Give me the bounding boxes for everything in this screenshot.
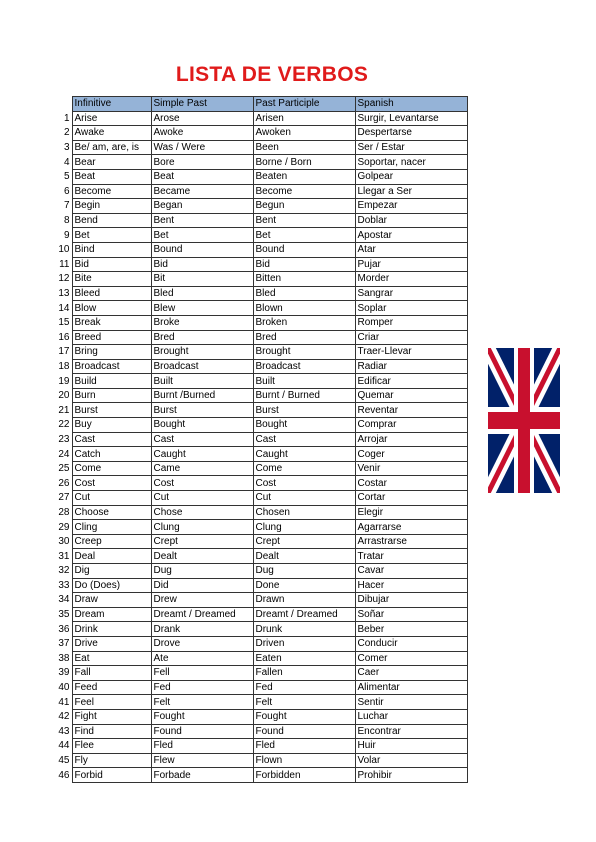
cell-infinitive: Bet [72, 228, 151, 243]
cell-spanish: Llegar a Ser [355, 184, 467, 199]
cell-spanish: Soñar [355, 607, 467, 622]
cell-past-participle: Done [253, 578, 355, 593]
cell-past-participle: Drunk [253, 622, 355, 637]
cell-infinitive: Cost [72, 476, 151, 491]
cell-spanish: Elegir [355, 505, 467, 520]
table-row [48, 403, 467, 418]
cell-simple-past: Broadcast [151, 359, 253, 374]
table-row [48, 549, 467, 564]
table-row [48, 359, 467, 374]
table-row [48, 709, 467, 724]
table-row [48, 418, 467, 433]
row-number: 28 [58, 506, 70, 518]
row-number: 36 [58, 623, 70, 635]
cell-infinitive: Forbid [72, 768, 151, 783]
cell-past-participle: Forbidden [253, 768, 355, 783]
table-row [48, 491, 467, 506]
cell-infinitive: Cast [72, 432, 151, 447]
cell-infinitive: Blow [72, 301, 151, 316]
row-number: 30 [58, 536, 70, 548]
cell-spanish: Tratar [355, 549, 467, 564]
row-number: 19 [58, 375, 70, 387]
cell-infinitive: Bend [72, 213, 151, 228]
table-row [48, 272, 467, 287]
cell-past-participle: Dreamt / Dreamed [253, 607, 355, 622]
cell-simple-past: Drove [151, 636, 253, 651]
cell-past-participle: Broadcast [253, 359, 355, 374]
table-row [48, 126, 467, 141]
cell-simple-past: Forbade [151, 768, 253, 783]
row-number: 16 [58, 331, 70, 343]
cell-spanish: Arrojar [355, 432, 467, 447]
table-row [48, 242, 467, 257]
cell-infinitive: Fight [72, 709, 151, 724]
cell-simple-past: Burnt /Burned [151, 388, 253, 403]
row-number: 26 [58, 477, 70, 489]
cell-infinitive: Fly [72, 753, 151, 768]
row-number: 10 [58, 244, 70, 256]
cell-simple-past: Built [151, 374, 253, 389]
cell-simple-past: Burst [151, 403, 253, 418]
table-row [48, 695, 467, 710]
cell-simple-past: Bought [151, 418, 253, 433]
cell-simple-past: Bit [151, 272, 253, 287]
cell-infinitive: Draw [72, 593, 151, 608]
cell-simple-past: Dreamt / Dreamed [151, 607, 253, 622]
row-number: 5 [63, 171, 70, 183]
table-row [48, 199, 467, 214]
row-number: 15 [58, 317, 70, 329]
cell-past-participle: Bound [253, 242, 355, 257]
row-number: 44 [58, 740, 70, 752]
table-row [48, 140, 467, 155]
cell-past-participle: Cost [253, 476, 355, 491]
cell-past-participle: Caught [253, 447, 355, 462]
cell-infinitive: Cling [72, 520, 151, 535]
cell-spanish: Morder [355, 272, 467, 287]
row-number: 42 [58, 711, 70, 723]
cell-past-participle: Built [253, 374, 355, 389]
cell-infinitive: Flee [72, 739, 151, 754]
row-number: 3 [63, 142, 70, 154]
table-row [48, 286, 467, 301]
table-row [48, 724, 467, 739]
cell-spanish: Sangrar [355, 286, 467, 301]
union-jack-flag-icon [488, 348, 560, 493]
cell-past-participle: Burnt / Burned [253, 388, 355, 403]
cell-infinitive: Cut [72, 491, 151, 506]
cell-infinitive: Beat [72, 169, 151, 184]
cell-infinitive: Bite [72, 272, 151, 287]
cell-infinitive: Awake [72, 126, 151, 141]
row-number: 45 [58, 755, 70, 767]
table-row [48, 739, 467, 754]
cell-spanish: Pujar [355, 257, 467, 272]
cell-infinitive: Dream [72, 607, 151, 622]
cell-infinitive: Deal [72, 549, 151, 564]
cell-infinitive: Feed [72, 680, 151, 695]
cell-past-participle: Fled [253, 739, 355, 754]
cell-infinitive: Begin [72, 199, 151, 214]
cell-simple-past: Ate [151, 651, 253, 666]
header-infinitive: Infinitive [72, 97, 151, 112]
cell-past-participle: Bled [253, 286, 355, 301]
cell-simple-past: Bound [151, 242, 253, 257]
cell-past-participle: Broken [253, 315, 355, 330]
cell-infinitive: Catch [72, 447, 151, 462]
table-row [48, 169, 467, 184]
row-number: 35 [58, 609, 70, 621]
cell-past-participle: Fed [253, 680, 355, 695]
cell-spanish: Conducir [355, 636, 467, 651]
row-number: 40 [58, 682, 70, 694]
cell-infinitive: Do (Does) [72, 578, 151, 593]
row-number: 1 [63, 112, 70, 124]
cell-past-participle: Crept [253, 534, 355, 549]
cell-infinitive: Build [72, 374, 151, 389]
table-row [48, 564, 467, 579]
cell-infinitive: Become [72, 184, 151, 199]
cell-spanish: Traer-Llevar [355, 345, 467, 360]
cell-past-participle: Clung [253, 520, 355, 535]
cell-spanish: Comer [355, 651, 467, 666]
cell-spanish: Romper [355, 315, 467, 330]
cell-spanish: Comprar [355, 418, 467, 433]
cell-past-participle: Awoken [253, 126, 355, 141]
cell-spanish: Arrastrarse [355, 534, 467, 549]
header-spanish: Spanish [355, 97, 467, 112]
table-row [48, 753, 467, 768]
row-number: 17 [58, 346, 70, 358]
cell-past-participle: Bet [253, 228, 355, 243]
table-row [48, 228, 467, 243]
row-number: 21 [58, 404, 70, 416]
page-title: LISTA DE VERBOS [175, 63, 369, 86]
cell-spanish: Apostar [355, 228, 467, 243]
cell-infinitive: Break [72, 315, 151, 330]
cell-spanish: Sentir [355, 695, 467, 710]
cell-past-participle: Eaten [253, 651, 355, 666]
cell-spanish: Ser / Estar [355, 140, 467, 155]
cell-past-participle: Come [253, 461, 355, 476]
cell-infinitive: Dig [72, 564, 151, 579]
cell-simple-past: Broke [151, 315, 253, 330]
cell-spanish: Venir [355, 461, 467, 476]
cell-simple-past: Bid [151, 257, 253, 272]
row-number: 11 [59, 258, 70, 270]
cell-infinitive: Come [72, 461, 151, 476]
table-row [48, 315, 467, 330]
row-number: 14 [58, 302, 70, 314]
table-row [48, 534, 467, 549]
cell-spanish: Costar [355, 476, 467, 491]
cell-simple-past: Fell [151, 666, 253, 681]
row-number: 46 [58, 769, 70, 781]
cell-past-participle: Cast [253, 432, 355, 447]
cell-simple-past: Dealt [151, 549, 253, 564]
cell-simple-past: Cost [151, 476, 253, 491]
cell-simple-past: Blew [151, 301, 253, 316]
table-row [48, 330, 467, 345]
cell-infinitive: Broadcast [72, 359, 151, 374]
cell-simple-past: Caught [151, 447, 253, 462]
table-row [48, 301, 467, 316]
cell-infinitive: Bring [72, 345, 151, 360]
cell-past-participle: Bitten [253, 272, 355, 287]
cell-infinitive: Bear [72, 155, 151, 170]
cell-spanish: Empezar [355, 199, 467, 214]
cell-infinitive: Creep [72, 534, 151, 549]
cell-spanish: Radiar [355, 359, 467, 374]
table-row [48, 213, 467, 228]
cell-past-participle: Blown [253, 301, 355, 316]
table-row [48, 520, 467, 535]
cell-past-participle: Fallen [253, 666, 355, 681]
cell-simple-past: Bled [151, 286, 253, 301]
cell-simple-past: Chose [151, 505, 253, 520]
cell-infinitive: Find [72, 724, 151, 739]
cell-simple-past: Drew [151, 593, 253, 608]
cell-spanish: Alimentar [355, 680, 467, 695]
cell-simple-past: Awoke [151, 126, 253, 141]
cell-simple-past: Began [151, 199, 253, 214]
row-number: 2 [63, 127, 70, 139]
row-number: 20 [58, 390, 70, 402]
cell-simple-past: Clung [151, 520, 253, 535]
cell-simple-past: Dug [151, 564, 253, 579]
cell-infinitive: Burn [72, 388, 151, 403]
row-number: 18 [58, 360, 70, 372]
table-row [48, 184, 467, 199]
cell-past-participle: Dealt [253, 549, 355, 564]
flag-cross-red-horizontal [488, 412, 560, 429]
cell-past-participle: Beaten [253, 169, 355, 184]
verbs-table [48, 96, 468, 783]
table-header-row [48, 97, 467, 112]
row-number: 32 [58, 565, 70, 577]
table-row [48, 666, 467, 681]
cell-infinitive: Choose [72, 505, 151, 520]
row-number: 9 [63, 229, 70, 241]
row-number: 25 [58, 463, 70, 475]
cell-spanish: Luchar [355, 709, 467, 724]
table-row [48, 651, 467, 666]
cell-spanish: Beber [355, 622, 467, 637]
cell-spanish: Dibujar [355, 593, 467, 608]
cell-infinitive: Drink [72, 622, 151, 637]
cell-past-participle: Bred [253, 330, 355, 345]
table-row [48, 505, 467, 520]
cell-spanish: Coger [355, 447, 467, 462]
cell-simple-past: Fed [151, 680, 253, 695]
table-row [48, 257, 467, 272]
cell-simple-past: Was / Were [151, 140, 253, 155]
cell-past-participle: Felt [253, 695, 355, 710]
row-number: 23 [58, 433, 70, 445]
cell-simple-past: Bet [151, 228, 253, 243]
cell-simple-past: Did [151, 578, 253, 593]
cell-spanish: Golpear [355, 169, 467, 184]
cell-spanish: Cavar [355, 564, 467, 579]
cell-past-participle: Burst [253, 403, 355, 418]
row-number-header [48, 97, 72, 112]
cell-past-participle: Bent [253, 213, 355, 228]
cell-infinitive: Bleed [72, 286, 151, 301]
cell-past-participle: Found [253, 724, 355, 739]
verbs-table-body [48, 111, 467, 782]
row-number: 43 [58, 725, 70, 737]
header-past-participle: Past Participle [253, 97, 355, 112]
cell-infinitive: Bind [72, 242, 151, 257]
cell-simple-past: Flew [151, 753, 253, 768]
cell-spanish: Cortar [355, 491, 467, 506]
row-number: 29 [58, 521, 70, 533]
cell-infinitive: Breed [72, 330, 151, 345]
cell-simple-past: Became [151, 184, 253, 199]
row-number: 39 [58, 667, 70, 679]
table-row [48, 432, 467, 447]
cell-simple-past: Cut [151, 491, 253, 506]
cell-simple-past: Cast [151, 432, 253, 447]
cell-spanish: Prohibir [355, 768, 467, 783]
cell-infinitive: Burst [72, 403, 151, 418]
cell-past-participle: Bought [253, 418, 355, 433]
cell-spanish: Reventar [355, 403, 467, 418]
table-row [48, 593, 467, 608]
cell-past-participle: Driven [253, 636, 355, 651]
cell-past-participle: Brought [253, 345, 355, 360]
cell-spanish: Caer [355, 666, 467, 681]
cell-spanish: Quemar [355, 388, 467, 403]
cell-spanish: Doblar [355, 213, 467, 228]
cell-infinitive: Arise [72, 111, 151, 126]
cell-past-participle: Borne / Born [253, 155, 355, 170]
cell-past-participle: Cut [253, 491, 355, 506]
cell-spanish: Volar [355, 753, 467, 768]
row-number: 12 [58, 273, 70, 285]
cell-infinitive: Bid [72, 257, 151, 272]
cell-past-participle: Begun [253, 199, 355, 214]
table-row [48, 768, 467, 783]
row-number: 37 [58, 638, 70, 650]
cell-spanish: Agarrarse [355, 520, 467, 535]
cell-past-participle: Chosen [253, 505, 355, 520]
cell-infinitive: Eat [72, 651, 151, 666]
table-row [48, 607, 467, 622]
cell-spanish: Surgir, Levantarse [355, 111, 467, 126]
cell-past-participle: Fought [253, 709, 355, 724]
cell-spanish: Soplar [355, 301, 467, 316]
cell-past-participle: Flown [253, 753, 355, 768]
table-row [48, 680, 467, 695]
cell-simple-past: Bent [151, 213, 253, 228]
table-row [48, 388, 467, 403]
row-number: 6 [63, 185, 70, 197]
cell-simple-past: Fled [151, 739, 253, 754]
row-number: 34 [58, 594, 70, 606]
cell-infinitive: Buy [72, 418, 151, 433]
cell-past-participle: Bid [253, 257, 355, 272]
cell-past-participle: Drawn [253, 593, 355, 608]
cell-simple-past: Crept [151, 534, 253, 549]
cell-infinitive: Drive [72, 636, 151, 651]
table-row [48, 374, 467, 389]
table-row [48, 578, 467, 593]
cell-simple-past: Brought [151, 345, 253, 360]
cell-simple-past: Came [151, 461, 253, 476]
table-row [48, 111, 467, 126]
row-number: 4 [63, 156, 70, 168]
table-row [48, 622, 467, 637]
cell-past-participle: Become [253, 184, 355, 199]
row-number: 13 [58, 288, 70, 300]
cell-simple-past: Drank [151, 622, 253, 637]
cell-past-participle: Dug [253, 564, 355, 579]
row-number: 8 [63, 215, 70, 227]
cell-spanish: Criar [355, 330, 467, 345]
row-number: 22 [58, 419, 70, 431]
cell-spanish: Despertarse [355, 126, 467, 141]
table-row [48, 155, 467, 170]
cell-spanish: Encontrar [355, 724, 467, 739]
row-number: 33 [58, 579, 70, 591]
row-number: 24 [58, 448, 70, 460]
cell-infinitive: Feel [72, 695, 151, 710]
cell-simple-past: Beat [151, 169, 253, 184]
cell-spanish: Atar [355, 242, 467, 257]
table-row [48, 461, 467, 476]
cell-simple-past: Found [151, 724, 253, 739]
cell-simple-past: Bred [151, 330, 253, 345]
cell-spanish: Edificar [355, 374, 467, 389]
cell-spanish: Huir [355, 739, 467, 754]
row-number: 38 [58, 652, 70, 664]
row-number: 31 [58, 550, 70, 562]
table-row [48, 636, 467, 651]
table-row [48, 447, 467, 462]
row-number: 27 [58, 492, 70, 504]
cell-simple-past: Bore [151, 155, 253, 170]
cell-spanish: Hacer [355, 578, 467, 593]
table-row [48, 476, 467, 491]
cell-past-participle: Been [253, 140, 355, 155]
table-row [48, 345, 467, 360]
cell-spanish: Soportar, nacer [355, 155, 467, 170]
cell-simple-past: Arose [151, 111, 253, 126]
row-number: 7 [63, 200, 70, 212]
cell-simple-past: Felt [151, 695, 253, 710]
cell-infinitive: Be/ am, are, is [72, 140, 151, 155]
row-number: 41 [58, 696, 70, 708]
header-simple-past: Simple Past [151, 97, 253, 112]
cell-simple-past: Fought [151, 709, 253, 724]
cell-infinitive: Fall [72, 666, 151, 681]
cell-past-participle: Arisen [253, 111, 355, 126]
